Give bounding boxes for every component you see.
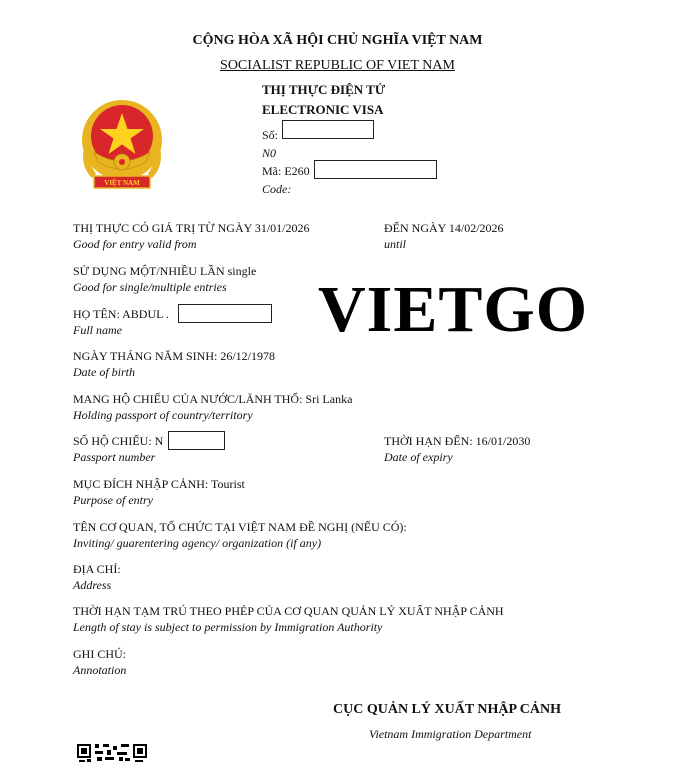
address-label: ĐỊA CHỈ: xyxy=(73,562,121,576)
annotation-label: GHI CHÚ: xyxy=(73,647,126,661)
passport-number-label: SỐ HỘ CHIẾU: N xyxy=(73,434,164,448)
full-name-label: HỌ TÊN: ABDUL . xyxy=(73,307,169,321)
stay-label-en: Length of stay is subject to permission by Immigration Authority xyxy=(73,620,383,634)
entries-label-en: Good for single/multiple entries xyxy=(73,280,227,294)
passport-number-redaction xyxy=(168,431,225,450)
validity-label-en: Good for entry valid from xyxy=(73,237,197,251)
qr-code-icon xyxy=(77,744,147,762)
purpose-label: MỤC ĐÍCH NHẬP CẢNH: Tourist xyxy=(73,477,245,491)
stay-label: THỜI HẠN TẠM TRÚ THEO PHÉP CỦA CƠ QUAN QUẢN LÝ XUẤT NHẬP CẢNH xyxy=(73,604,504,618)
agency-label: TÊN CƠ QUAN, TỔ CHỨC TẠI VIỆT NAM ĐỀ NGHỊ (NẾU CÓ): xyxy=(73,520,407,534)
qr-code xyxy=(77,744,147,762)
country-title-vn: CỘNG HÒA XÃ HỘI CHỦ NGHĨA VIỆT NAM xyxy=(192,33,483,48)
until-label-en: until xyxy=(384,237,407,251)
dob-label: NGÀY THÁNG NĂM SINH: 26/12/1978 xyxy=(73,349,276,363)
address-label-en: Address xyxy=(73,578,112,592)
visa-number-label-en: N0 xyxy=(262,146,277,160)
visa-number-redaction xyxy=(282,120,374,139)
full-name-label-en: Full name xyxy=(73,323,122,337)
visa-code-label: Mã: E260 xyxy=(262,164,310,178)
visa-code-label-en: Code: xyxy=(262,182,292,196)
visa-number-label: Số: xyxy=(262,128,279,142)
expiry-label: THỜI HẠN ĐẾN: 16/01/2030 xyxy=(384,434,531,448)
department-title: CỤC QUẢN LÝ XUẤT NHẬP CẢNH xyxy=(333,702,562,717)
agency-label-en: Inviting/ guarentering agency/ organization (if any) xyxy=(73,536,322,550)
passport-number-label-en: Passport number xyxy=(73,450,156,464)
entries-label: SỬ DỤNG MỘT/NHIỀU LẦN single xyxy=(73,264,257,278)
doc-title-vn: THỊ THỰC ĐIỆN TỬ xyxy=(262,82,386,97)
validity-label: THỊ THỰC CÓ GIÁ TRỊ TỪ NGÀY 31/01/2026 xyxy=(73,221,310,235)
doc-title-en: ELECTRONIC VISA xyxy=(262,102,384,117)
purpose-label-en: Purpose of entry xyxy=(73,493,153,507)
emblem-banner-text: VIỆT NAM xyxy=(104,179,140,187)
country-title-en: SOCIALIST REPUBLIC OF VIET NAM xyxy=(220,58,455,73)
visa-code-redaction xyxy=(314,160,437,179)
passport-country-label: MANG HỘ CHIẾU CỦA NƯỚC/LÃNH THỔ: Sri Lanka xyxy=(73,392,353,406)
full-name-redaction xyxy=(178,304,272,323)
expiry-label-en: Date of expiry xyxy=(384,450,453,464)
dob-label-en: Date of birth xyxy=(73,365,135,379)
department-title-en: Vietnam Immigration Department xyxy=(369,727,532,741)
passport-country-label-en: Holding passport of country/territory xyxy=(73,408,253,422)
emblem-icon xyxy=(72,96,172,196)
annotation-label-en: Annotation xyxy=(73,663,127,677)
until-label: ĐẾN NGÀY 14/02/2026 xyxy=(384,221,504,235)
vietgo-watermark: VIETGO xyxy=(318,273,589,346)
national-emblem xyxy=(72,96,172,196)
